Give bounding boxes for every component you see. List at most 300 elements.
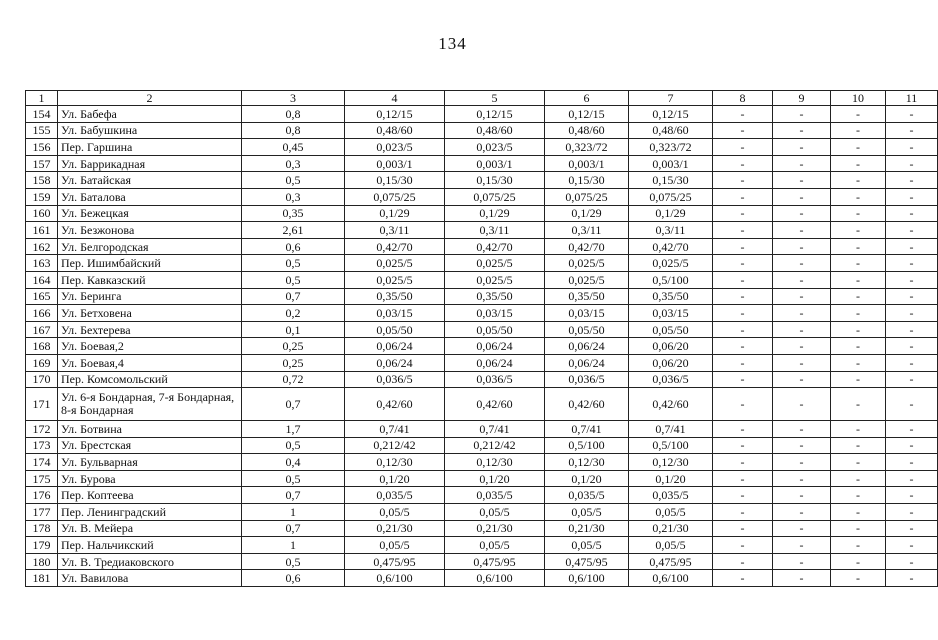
col-9-value: - <box>773 437 831 454</box>
street-name: Ул. Батайская <box>58 172 242 189</box>
col-8-value: - <box>713 520 773 537</box>
col-3-value: 0,8 <box>242 122 345 139</box>
col-3-value: 0,6 <box>242 238 345 255</box>
col-9-value: - <box>773 470 831 487</box>
col-8-value: - <box>713 172 773 189</box>
table-row <box>26 172 938 189</box>
column-header-8: 8 <box>713 91 773 106</box>
table-row <box>26 271 938 288</box>
col-11-value: - <box>886 520 938 537</box>
col-4-value: 0,48/60 <box>345 122 445 139</box>
street-name: Ул. Брестская <box>58 437 242 454</box>
col-6-value: 0,05/50 <box>545 321 629 338</box>
col-5-value: 0,05/5 <box>445 537 545 554</box>
col-6-value: 0,15/30 <box>545 172 629 189</box>
col-11-value: - <box>886 288 938 305</box>
col-3-value: 0,25 <box>242 338 345 355</box>
street-name: Ул. Безжонова <box>58 222 242 239</box>
col-8-value: - <box>713 421 773 438</box>
col-5-value: 0,15/30 <box>445 172 545 189</box>
col-6-value: 0,12/15 <box>545 106 629 123</box>
col-6-value: 0,036/5 <box>545 371 629 388</box>
col-3-value: 0,5 <box>242 553 345 570</box>
table-row <box>26 106 938 123</box>
col-8-value: - <box>713 553 773 570</box>
col-8-value: - <box>713 437 773 454</box>
col-5-value: 0,075/25 <box>445 188 545 205</box>
col-4-value: 0,21/30 <box>345 520 445 537</box>
row-number: 166 <box>26 305 58 322</box>
table-row <box>26 122 938 139</box>
col-3-value: 0,4 <box>242 454 345 471</box>
col-9-value: - <box>773 487 831 504</box>
col-3-value: 0,45 <box>242 139 345 156</box>
col-6-value: 0,6/100 <box>545 570 629 587</box>
col-9-value: - <box>773 238 831 255</box>
row-number: 157 <box>26 155 58 172</box>
col-8-value: - <box>713 205 773 222</box>
col-5-value: 0,025/5 <box>445 271 545 288</box>
col-6-value: 0,475/95 <box>545 553 629 570</box>
col-10-value: - <box>831 288 886 305</box>
col-3-value: 0,7 <box>242 388 345 421</box>
col-4-value: 0,003/1 <box>345 155 445 172</box>
col-6-value: 0,003/1 <box>545 155 629 172</box>
col-4-value: 0,12/30 <box>345 454 445 471</box>
col-5-value: 0,7/41 <box>445 421 545 438</box>
col-8-value: - <box>713 371 773 388</box>
table-row <box>26 537 938 554</box>
col-6-value: 0,12/30 <box>545 454 629 471</box>
col-5-value: 0,6/100 <box>445 570 545 587</box>
col-6-value: 0,035/5 <box>545 487 629 504</box>
row-number: 168 <box>26 338 58 355</box>
col-10-value: - <box>831 421 886 438</box>
street-name: Ул. Баррикадная <box>58 155 242 172</box>
col-11-value: - <box>886 321 938 338</box>
table-row <box>26 238 938 255</box>
col-4-value: 0,05/5 <box>345 537 445 554</box>
col-11-value: - <box>886 354 938 371</box>
col-9-value: - <box>773 454 831 471</box>
col-7-value: 0,035/5 <box>629 487 713 504</box>
street-name: Пер. Коптеева <box>58 487 242 504</box>
col-6-value: 0,1/29 <box>545 205 629 222</box>
col-11-value: - <box>886 122 938 139</box>
col-5-value: 0,023/5 <box>445 139 545 156</box>
table-row <box>26 288 938 305</box>
col-11-value: - <box>886 255 938 272</box>
column-header-7: 7 <box>629 91 713 106</box>
col-6-value: 0,075/25 <box>545 188 629 205</box>
col-7-value: 0,12/30 <box>629 454 713 471</box>
col-9-value: - <box>773 255 831 272</box>
column-header-11: 11 <box>886 91 938 106</box>
col-3-value: 0,5 <box>242 470 345 487</box>
col-4-value: 0,05/50 <box>345 321 445 338</box>
col-4-value: 0,12/15 <box>345 106 445 123</box>
col-8-value: - <box>713 305 773 322</box>
table-row <box>26 504 938 521</box>
col-4-value: 0,025/5 <box>345 271 445 288</box>
col-8-value: - <box>713 288 773 305</box>
col-4-value: 0,212/42 <box>345 437 445 454</box>
col-7-value: 0,03/15 <box>629 305 713 322</box>
col-10-value: - <box>831 255 886 272</box>
street-name: Пер. Ишимбайский <box>58 255 242 272</box>
col-10-value: - <box>831 553 886 570</box>
col-3-value: 2,61 <box>242 222 345 239</box>
col-8-value: - <box>713 487 773 504</box>
col-6-value: 0,06/24 <box>545 354 629 371</box>
street-name: Ул. Бабушкина <box>58 122 242 139</box>
col-10-value: - <box>831 371 886 388</box>
street-name: Ул. 6-я Бондарная, 7-я Бондарная, 8-я Бондарная <box>58 388 242 421</box>
col-10-value: - <box>831 155 886 172</box>
col-5-value: 0,003/1 <box>445 155 545 172</box>
col-10-value: - <box>831 338 886 355</box>
col-9-value: - <box>773 321 831 338</box>
col-6-value: 0,025/5 <box>545 255 629 272</box>
col-5-value: 0,06/24 <box>445 338 545 355</box>
col-11-value: - <box>886 139 938 156</box>
street-name: Ул. В. Тредиаковского <box>58 553 242 570</box>
column-header-9: 9 <box>773 91 831 106</box>
table-row <box>26 487 938 504</box>
col-3-value: 0,25 <box>242 354 345 371</box>
col-11-value: - <box>886 470 938 487</box>
page-number: 134 <box>438 34 467 53</box>
col-5-value: 0,06/24 <box>445 354 545 371</box>
row-number: 172 <box>26 421 58 438</box>
table-row <box>26 205 938 222</box>
col-9-value: - <box>773 504 831 521</box>
col-10-value: - <box>831 520 886 537</box>
row-number: 181 <box>26 570 58 587</box>
col-8-value: - <box>713 155 773 172</box>
col-3-value: 0,72 <box>242 371 345 388</box>
street-name: Ул. Бабефа <box>58 106 242 123</box>
col-8-value: - <box>713 537 773 554</box>
col-5-value: 0,48/60 <box>445 122 545 139</box>
col-7-value: 0,21/30 <box>629 520 713 537</box>
col-6-value: 0,03/15 <box>545 305 629 322</box>
col-7-value: 0,42/70 <box>629 238 713 255</box>
street-name: Ул. Бульварная <box>58 454 242 471</box>
col-8-value: - <box>713 106 773 123</box>
col-7-value: 0,7/41 <box>629 421 713 438</box>
col-5-value: 0,42/60 <box>445 388 545 421</box>
col-11-value: - <box>886 238 938 255</box>
table-row <box>26 421 938 438</box>
table-row <box>26 570 938 587</box>
col-9-value: - <box>773 139 831 156</box>
street-name: Пер. Гаршина <box>58 139 242 156</box>
column-header-5: 5 <box>445 91 545 106</box>
col-11-value: - <box>886 421 938 438</box>
row-number: 179 <box>26 537 58 554</box>
col-4-value: 0,035/5 <box>345 487 445 504</box>
col-9-value: - <box>773 305 831 322</box>
col-10-value: - <box>831 139 886 156</box>
col-9-value: - <box>773 172 831 189</box>
col-8-value: - <box>713 454 773 471</box>
row-number: 173 <box>26 437 58 454</box>
row-number: 161 <box>26 222 58 239</box>
table-row <box>26 470 938 487</box>
col-6-value: 0,05/5 <box>545 537 629 554</box>
col-10-value: - <box>831 470 886 487</box>
col-6-value: 0,025/5 <box>545 271 629 288</box>
col-11-value: - <box>886 570 938 587</box>
col-9-value: - <box>773 288 831 305</box>
col-9-value: - <box>773 205 831 222</box>
street-name: Ул. Боевая,4 <box>58 354 242 371</box>
row-number: 180 <box>26 553 58 570</box>
col-9-value: - <box>773 106 831 123</box>
column-header-4: 4 <box>345 91 445 106</box>
col-7-value: 0,06/20 <box>629 338 713 355</box>
col-4-value: 0,475/95 <box>345 553 445 570</box>
col-4-value: 0,06/24 <box>345 354 445 371</box>
data-table <box>25 90 938 587</box>
column-header-10: 10 <box>831 91 886 106</box>
col-6-value: 0,21/30 <box>545 520 629 537</box>
col-5-value: 0,05/50 <box>445 321 545 338</box>
col-7-value: 0,15/30 <box>629 172 713 189</box>
column-header-3: 3 <box>242 91 345 106</box>
col-4-value: 0,15/30 <box>345 172 445 189</box>
col-4-value: 0,06/24 <box>345 338 445 355</box>
col-6-value: 0,42/60 <box>545 388 629 421</box>
row-number: 170 <box>26 371 58 388</box>
col-4-value: 0,023/5 <box>345 139 445 156</box>
col-4-value: 0,075/25 <box>345 188 445 205</box>
col-9-value: - <box>773 371 831 388</box>
street-name: Ул. Бехтерева <box>58 321 242 338</box>
col-11-value: - <box>886 271 938 288</box>
col-7-value: 0,025/5 <box>629 255 713 272</box>
row-number: 156 <box>26 139 58 156</box>
col-4-value: 0,7/41 <box>345 421 445 438</box>
col-10-value: - <box>831 122 886 139</box>
col-9-value: - <box>773 354 831 371</box>
col-9-value: - <box>773 388 831 421</box>
col-3-value: 0,3 <box>242 188 345 205</box>
table-row <box>26 371 938 388</box>
col-8-value: - <box>713 222 773 239</box>
table-row <box>26 553 938 570</box>
col-11-value: - <box>886 371 938 388</box>
col-10-value: - <box>831 570 886 587</box>
col-4-value: 0,05/5 <box>345 504 445 521</box>
street-name: Ул. Ботвина <box>58 421 242 438</box>
street-name: Ул. Баталова <box>58 188 242 205</box>
col-7-value: 0,475/95 <box>629 553 713 570</box>
col-3-value: 0,5 <box>242 437 345 454</box>
col-10-value: - <box>831 537 886 554</box>
col-10-value: - <box>831 487 886 504</box>
col-5-value: 0,035/5 <box>445 487 545 504</box>
col-11-value: - <box>886 338 938 355</box>
col-11-value: - <box>886 155 938 172</box>
col-3-value: 0,3 <box>242 155 345 172</box>
col-7-value: 0,3/11 <box>629 222 713 239</box>
col-4-value: 0,1/20 <box>345 470 445 487</box>
col-4-value: 0,35/50 <box>345 288 445 305</box>
col-6-value: 0,05/5 <box>545 504 629 521</box>
col-5-value: 0,212/42 <box>445 437 545 454</box>
col-11-value: - <box>886 553 938 570</box>
col-5-value: 0,475/95 <box>445 553 545 570</box>
col-3-value: 0,6 <box>242 570 345 587</box>
col-10-value: - <box>831 454 886 471</box>
street-name: Пер. Кавказский <box>58 271 242 288</box>
col-5-value: 0,025/5 <box>445 255 545 272</box>
col-9-value: - <box>773 570 831 587</box>
col-7-value: 0,323/72 <box>629 139 713 156</box>
col-11-value: - <box>886 222 938 239</box>
street-name: Ул. Белгородская <box>58 238 242 255</box>
row-number: 159 <box>26 188 58 205</box>
col-3-value: 0,5 <box>242 271 345 288</box>
col-11-value: - <box>886 454 938 471</box>
col-3-value: 0,1 <box>242 321 345 338</box>
col-9-value: - <box>773 222 831 239</box>
col-6-value: 0,35/50 <box>545 288 629 305</box>
table-row <box>26 255 938 272</box>
row-number: 169 <box>26 354 58 371</box>
col-7-value: 0,036/5 <box>629 371 713 388</box>
row-number: 160 <box>26 205 58 222</box>
col-4-value: 0,42/70 <box>345 238 445 255</box>
col-8-value: - <box>713 271 773 288</box>
col-6-value: 0,48/60 <box>545 122 629 139</box>
col-8-value: - <box>713 255 773 272</box>
row-number: 165 <box>26 288 58 305</box>
col-4-value: 0,025/5 <box>345 255 445 272</box>
col-8-value: - <box>713 470 773 487</box>
col-3-value: 0,8 <box>242 106 345 123</box>
column-header-6: 6 <box>545 91 629 106</box>
header-row <box>26 91 938 106</box>
row-number: 176 <box>26 487 58 504</box>
row-number: 155 <box>26 122 58 139</box>
col-6-value: 0,323/72 <box>545 139 629 156</box>
col-7-value: 0,05/5 <box>629 537 713 554</box>
col-8-value: - <box>713 388 773 421</box>
col-8-value: - <box>713 321 773 338</box>
col-8-value: - <box>713 188 773 205</box>
col-5-value: 0,35/50 <box>445 288 545 305</box>
col-10-value: - <box>831 238 886 255</box>
col-7-value: 0,35/50 <box>629 288 713 305</box>
col-8-value: - <box>713 338 773 355</box>
col-7-value: 0,06/20 <box>629 354 713 371</box>
col-11-value: - <box>886 388 938 421</box>
street-name: Пер. Ленинградский <box>58 504 242 521</box>
col-5-value: 0,3/11 <box>445 222 545 239</box>
col-7-value: 0,5/100 <box>629 437 713 454</box>
col-10-value: - <box>831 504 886 521</box>
col-7-value: 0,48/60 <box>629 122 713 139</box>
col-9-value: - <box>773 122 831 139</box>
row-number: 171 <box>26 388 58 421</box>
col-7-value: 0,6/100 <box>629 570 713 587</box>
col-9-value: - <box>773 271 831 288</box>
col-9-value: - <box>773 155 831 172</box>
row-number: 163 <box>26 255 58 272</box>
row-number: 178 <box>26 520 58 537</box>
row-number: 158 <box>26 172 58 189</box>
col-4-value: 0,1/29 <box>345 205 445 222</box>
table-row <box>26 437 938 454</box>
table-row <box>26 188 938 205</box>
street-name: Ул. В. Мейера <box>58 520 242 537</box>
col-3-value: 1 <box>242 504 345 521</box>
col-8-value: - <box>713 238 773 255</box>
col-4-value: 0,42/60 <box>345 388 445 421</box>
col-10-value: - <box>831 271 886 288</box>
col-5-value: 0,036/5 <box>445 371 545 388</box>
col-5-value: 0,1/29 <box>445 205 545 222</box>
col-3-value: 0,5 <box>242 255 345 272</box>
table-row <box>26 222 938 239</box>
table-row <box>26 354 938 371</box>
street-name: Ул. Вавилова <box>58 570 242 587</box>
table-row <box>26 305 938 322</box>
col-8-value: - <box>713 139 773 156</box>
col-10-value: - <box>831 205 886 222</box>
table-row <box>26 454 938 471</box>
col-9-value: - <box>773 553 831 570</box>
col-8-value: - <box>713 354 773 371</box>
row-number: 162 <box>26 238 58 255</box>
street-name: Ул. Бетховена <box>58 305 242 322</box>
col-5-value: 0,42/70 <box>445 238 545 255</box>
table-row <box>26 321 938 338</box>
col-10-value: - <box>831 172 886 189</box>
col-9-value: - <box>773 520 831 537</box>
table-row <box>26 388 938 421</box>
col-3-value: 1,7 <box>242 421 345 438</box>
table-row <box>26 338 938 355</box>
col-3-value: 0,7 <box>242 288 345 305</box>
col-11-value: - <box>886 205 938 222</box>
col-7-value: 0,5/100 <box>629 271 713 288</box>
col-8-value: - <box>713 504 773 521</box>
col-9-value: - <box>773 188 831 205</box>
table-row <box>26 139 938 156</box>
col-3-value: 0,35 <box>242 205 345 222</box>
col-6-value: 0,06/24 <box>545 338 629 355</box>
street-name: Пер. Нальчикский <box>58 537 242 554</box>
col-5-value: 0,1/20 <box>445 470 545 487</box>
col-3-value: 0,7 <box>242 520 345 537</box>
street-name: Ул. Бежецкая <box>58 205 242 222</box>
col-7-value: 0,05/50 <box>629 321 713 338</box>
col-5-value: 0,21/30 <box>445 520 545 537</box>
col-11-value: - <box>886 188 938 205</box>
col-4-value: 0,036/5 <box>345 371 445 388</box>
col-5-value: 0,12/30 <box>445 454 545 471</box>
col-4-value: 0,3/11 <box>345 222 445 239</box>
row-number: 154 <box>26 106 58 123</box>
col-9-value: - <box>773 338 831 355</box>
col-3-value: 1 <box>242 537 345 554</box>
col-6-value: 0,42/70 <box>545 238 629 255</box>
street-name: Ул. Беринга <box>58 288 242 305</box>
